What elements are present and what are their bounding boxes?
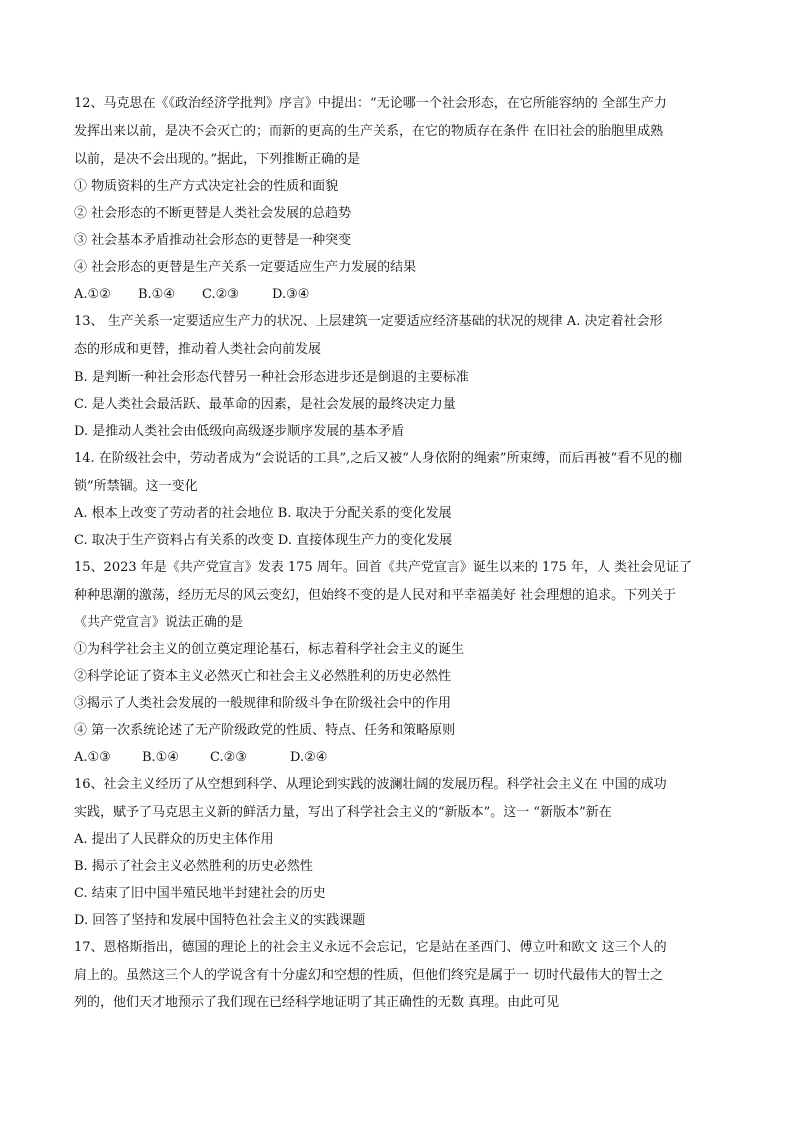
q14-options-cd: C. 取决于生产资料占有关系的改变 D. 直接体现生产力的变化发展 [74, 533, 453, 548]
q12-option-b: B.①④ [138, 287, 175, 302]
q15-item-2: ②科学论证了资本主义必然灭亡和社会主义必然胜利的历史必然性 [74, 669, 452, 684]
q16-stem-line-1: 16、社会主义经历了从空想到科学、从理论到实践的波澜壮阔的发展历程。科学社会主义在 中国的成功 [74, 777, 667, 792]
q13-option-b: B. 是判断一种社会形态代替另一种社会形态进步还是倒退的主要标准 [74, 370, 469, 385]
q15-stem-line-2: 种种思潮的激荡，经历无尽的风云变幻，但始终不变的是人民对和平幸福美好 社会理想的追求。下列关于 [74, 588, 677, 603]
q17-stem-line-2: 肩上的。虽然这三个人的学说含有十分虚幻和空想的性质，但他们终究是属于一 切时代最伟大的智士之 [74, 968, 664, 983]
q15-item-3: ③揭示了人类社会发展的一般规律和阶级斗争在阶级社会中的作用 [74, 696, 452, 711]
q15-options [74, 749, 327, 767]
q14-options-ab: A. 根本上改变了劳动者的社会地位 B. 取决于分配关系的变化发展 [74, 506, 452, 521]
q15-option-b: B.①④ [142, 750, 179, 765]
q12-option-d: D.③④ [272, 287, 310, 302]
q16-option-a: A. 提出了人民群众的历史主体作用 [74, 832, 274, 847]
q12-stem-line-2: 发挥出来以前，是决不会灭亡的；而新的更高的生产关系，在它的物质存在条件 在旧社会的胎胞里成熟 [74, 124, 664, 139]
q15-option-d: D.②④ [290, 750, 328, 765]
q12-options [74, 286, 309, 304]
q12-option-a: A.①② [74, 287, 111, 302]
q15-option-a: A.①③ [74, 750, 111, 765]
q15-stem-line-3: 《共产党宣言》说法正确的是 [74, 615, 244, 630]
q12-item-4: ④ 社会形态的更替是生产关系一定要适应生产力发展的结果 [74, 260, 417, 275]
q13-option-c: C. 是人类社会最活跃、最革命的因素，是社会发展的最终决定力量 [74, 397, 456, 412]
q12-item-3: ③ 社会基本矛盾推动社会形态的更替是一种突变 [74, 233, 352, 248]
q12-stem-line-3: 以前，是决不会出现的。”据此，下列推断正确的是 [74, 152, 361, 167]
q16-option-b: B. 揭示了社会主义必然胜利的历史必然性 [74, 859, 313, 874]
q12-item-1: ① 物质资料的生产方式决定社会的性质和面貌 [74, 179, 339, 194]
q16-option-c: C. 结束了旧中国半殖民地半封建社会的历史 [74, 886, 326, 901]
q15-item-1: ①为科学社会主义的创立奠定理论基石，标志着科学社会主义的诞生 [74, 642, 465, 657]
q14-stem-line-2: 锁”所禁锢。这一变化 [74, 479, 198, 494]
q12-item-2: ② 社会形态的不断更替是人类社会发展的总趋势 [74, 206, 352, 221]
q15-stem-line-1: 15、2023 年是《共产党宣言》发表 175 周年。回首《共产党宣言》诞生以来的 175 年，人 类社会见证了 [74, 560, 693, 575]
q15-option-c: C.②③ [210, 750, 247, 765]
q17-stem-line-3: 列的，他们天才地预示了我们现在已经科学地证明了其正确性的无数 真理。由此可见 [74, 995, 560, 1010]
q16-stem-line-2: 实践，赋予了马克思主义新的鲜活力量，写出了科学社会主义的“新版本”。这一 “新版本”新在 [74, 805, 612, 820]
q13-stem-line-1: 13、 生产关系一定要适应生产力的状况、上层建筑一定要适应经济基础的状况的规律 A. 决定着社会形 [74, 314, 663, 329]
q16-option-d: D. 回答了坚持和发展中国特色社会主义的实践课题 [74, 913, 366, 928]
q15-item-4: ④ 第一次系统论述了无产阶级政党的性质、特点、任务和策略原则 [74, 723, 456, 738]
q13-stem-line-2: 态的形成和更替，推动着人类社会向前发展 [74, 342, 322, 357]
q13-option-d: D. 是推动人类社会由低级向高级逐步顺序发展的基本矛盾 [74, 424, 405, 439]
q17-stem-line-1: 17、恩格斯指出，德国的理论上的社会主义永远不会忘记，它是站在圣西门、傅立叶和欧文 这三个人的 [74, 940, 667, 955]
q12-option-c: C.②③ [202, 287, 239, 302]
q14-stem-line-1: 14. 在阶级社会中，劳动者成为“会说话的工具”,之后又被“人身依附的绳索”所束缚，而后再被“看不见的枷 [74, 451, 683, 466]
q12-stem-line-1: 12、马克思在《《政治经济学批判》序言》中提出：“无论哪一个社会形态，在它所能容纳的 全部生产力 [74, 96, 667, 111]
